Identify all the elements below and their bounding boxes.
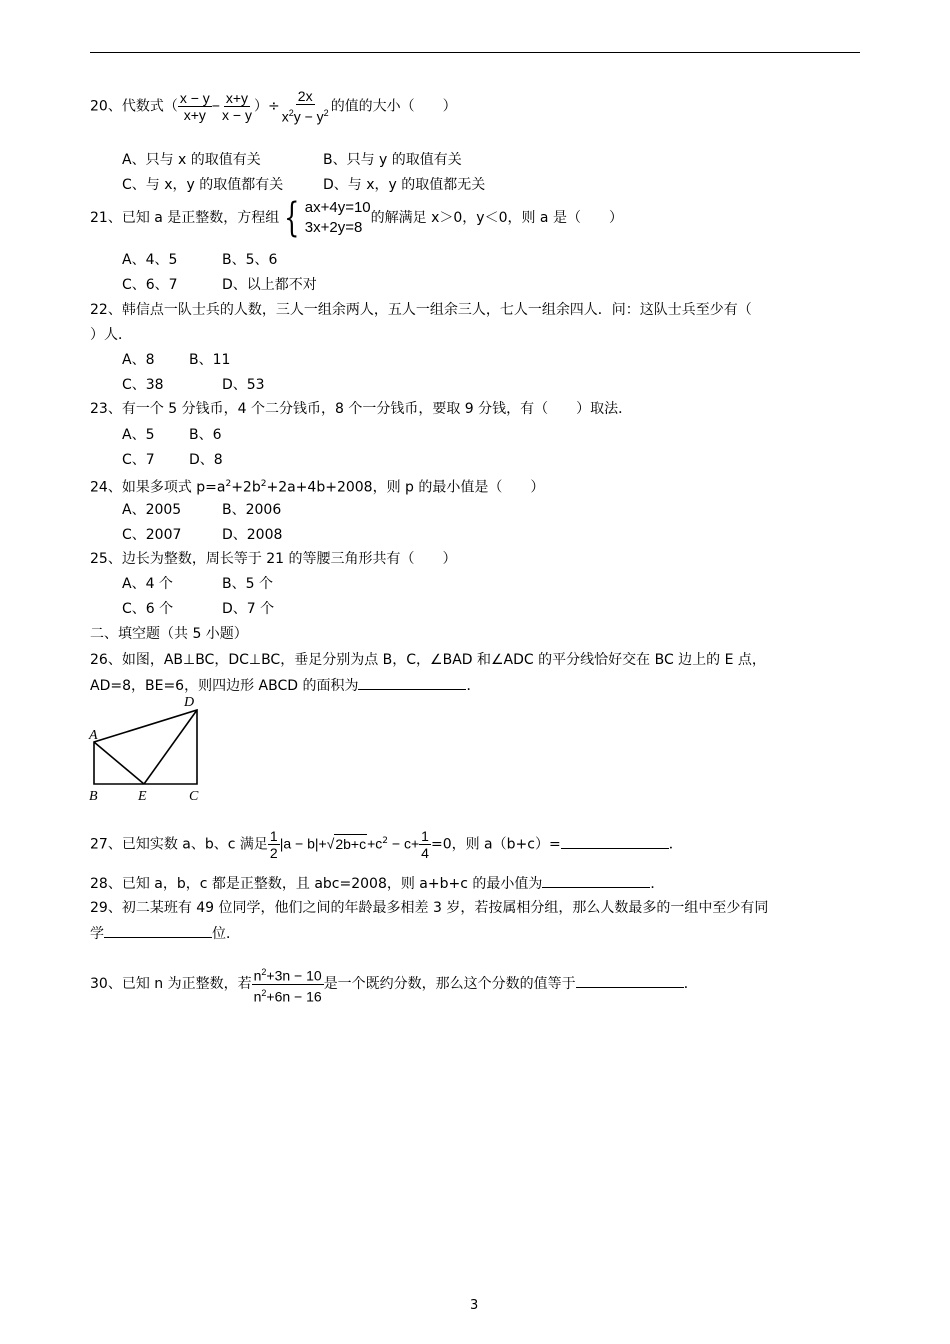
equation-system: { ax+4y=10 3x+2y=8 bbox=[284, 195, 371, 241]
label-d: D bbox=[184, 695, 195, 710]
q21-option-d: D、以上都不对 bbox=[222, 277, 317, 293]
question-25: 25、边长为整数，周长等于 21 的等腰三角形共有（ ） bbox=[90, 551, 457, 567]
label-b: B bbox=[89, 789, 98, 804]
fraction-half: $\frac{1}{2}$ bbox=[269, 828, 278, 861]
q25-option-b: B、5 个 bbox=[222, 576, 273, 592]
page-number: 3 bbox=[470, 1298, 479, 1313]
q25-option-a: A、4 个 bbox=[122, 576, 173, 592]
segment-ae bbox=[94, 742, 144, 784]
q23-option-d: D、8 bbox=[189, 452, 223, 468]
q24-option-c: C、2007 bbox=[122, 527, 182, 543]
answer-blank bbox=[561, 835, 669, 849]
q20-option-b: B、只与 y 的取值有关 bbox=[323, 152, 462, 168]
answer-blank bbox=[104, 924, 212, 938]
fraction-n: $\frac{n^2+3n - 10}{n^2+6n - 16}$ bbox=[252, 964, 324, 1004]
label-e: E bbox=[138, 789, 147, 804]
q23-option-c: C、7 bbox=[122, 452, 155, 468]
question-23: 23、有一个 5 分钱币，4 个二分钱币，8 个一分钱币，要取 9 分钱，有（ ）取法． bbox=[90, 401, 633, 417]
question-28: 28、已知 a，b，c 都是正整数，且 abc=2008，则 a+b+c 的最小值为 ． bbox=[90, 876, 665, 892]
fraction-3: $\frac{2x}{x^2y - y^2}$ bbox=[281, 88, 329, 125]
question-22-line2: ）人． bbox=[90, 327, 132, 343]
fraction-2: $\frac{x+y}{x - y}$ bbox=[221, 89, 252, 123]
q21-option-c: C、6、7 bbox=[122, 277, 178, 293]
section-heading: 二、填空题（共 5 小题） bbox=[90, 626, 248, 642]
question-22-line1: 22、韩信点一队士兵的人数，三人一组余两人，五人一组余三人，七人一组余四人．问：这队士兵至少有（ bbox=[90, 302, 752, 318]
quadrilateral-abcd bbox=[94, 710, 197, 784]
q21-option-a: A、4、5 bbox=[122, 252, 178, 268]
answer-blank bbox=[542, 874, 650, 888]
segment-de bbox=[144, 710, 197, 784]
q22-option-d: D、53 bbox=[222, 377, 265, 393]
q20-option-d: D、与 x，y 的取值都无关 bbox=[323, 177, 486, 193]
q25-option-c: C、6 个 bbox=[122, 601, 174, 617]
label-a: A bbox=[89, 728, 98, 743]
fraction-1: $\frac{x - y}{x+y}$ bbox=[179, 89, 210, 123]
q20-option-a: A、只与 x 的取值有关 bbox=[122, 152, 261, 168]
q22-option-c: C、38 bbox=[122, 377, 164, 393]
q24-option-b: B、2006 bbox=[222, 502, 282, 518]
fraction-quarter: $\frac{1}{4}$ bbox=[421, 828, 429, 861]
quadrilateral-figure bbox=[88, 690, 218, 804]
q22-option-b: B、11 bbox=[189, 352, 231, 368]
q24-option-a: A、2005 bbox=[122, 502, 182, 518]
q23-option-a: A、5 bbox=[122, 427, 155, 443]
header-rule bbox=[90, 52, 860, 53]
question-26-line2: AD=8，BE=6，则四边形 ABCD 的面积为 ． bbox=[90, 678, 481, 694]
q23-option-b: B、6 bbox=[189, 427, 222, 443]
answer-blank bbox=[576, 974, 684, 988]
question-24: 24、如果多项式 $p=a^2+2b^2+2a+4b+2008$，则 p 的最小值是（ ） bbox=[90, 479, 545, 496]
label-c: C bbox=[189, 789, 199, 804]
q20-option-c: C、与 x，y 的取值都有关 bbox=[122, 177, 284, 193]
question-27: 27、已知实数 a、b、c 满足 $\frac{1}{2}$ $|a - b|+√2b+c+c^2 - c+$ $\frac{1}{4}$ =0，则 a（b+c）= ． bbox=[90, 828, 683, 861]
q21-option-b: B、5、6 bbox=[222, 252, 278, 268]
question-29-line2: 学 位． bbox=[90, 926, 240, 942]
q24-option-d: D、2008 bbox=[222, 527, 283, 543]
answer-blank bbox=[358, 676, 466, 690]
q25-option-d: D、7 个 bbox=[222, 601, 275, 617]
question-26-line1: 26、如图，AB⊥BC，DC⊥BC，垂足分别为点 B，C，∠BAD 和∠ADC 的平分线恰好交在 BC 边上的 E 点， bbox=[90, 652, 766, 668]
question-29-line1: 29、初二某班有 49 位同学，他们之间的年龄最多相差 3 岁，若按属相分组，那么人数最多的一组中至少有同 bbox=[90, 900, 769, 916]
question-21: 21、已知 a 是正整数，方程组 { ax+4y=10 3x+2y=8 的解满足 x＞0，y＜0，则 a 是（ ） bbox=[90, 195, 623, 241]
question-30: 30、已知 n 为正整数，若 $\frac{n^2+3n - 10}{n^2+6n - 16}$ 是一个既约分数，那么这个分数的值等于 ． bbox=[90, 964, 698, 1004]
question-20: 20、代数式（ $\frac{x - y}{x+y}$ − $\frac{x+y}{x - y}$ ）÷ $\frac{2x}{x^2y - y^2}$ 的值的大小（ ） bbox=[90, 88, 457, 125]
q22-option-a: A、8 bbox=[122, 352, 155, 368]
